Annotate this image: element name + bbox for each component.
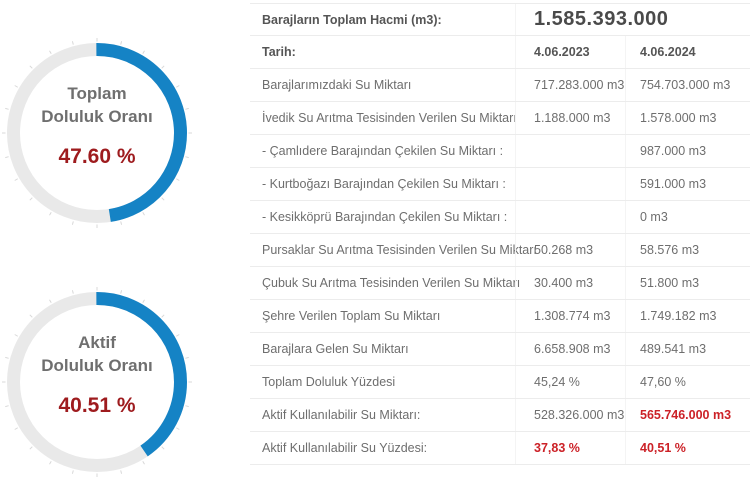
gauge-title-line2: Doluluk Oranı xyxy=(41,355,153,375)
value-2023: 528.326.000 m3 xyxy=(515,399,625,431)
row-label: Barajlarımızdaki Su Miktarı xyxy=(262,78,412,92)
row-label: Pursaklar Su Arıtma Tesisinden Verilen Su Miktarı xyxy=(262,243,537,257)
gauge-title xyxy=(41,82,152,128)
value-2023: 37,83 % xyxy=(515,432,625,464)
gauges-panel xyxy=(0,0,250,470)
value-2023: 30.400 m3 xyxy=(515,267,625,299)
row-label: Şehre Verilen Toplam Su Miktarı xyxy=(262,309,441,323)
value-2024: 58.576 m3 xyxy=(625,234,750,266)
total-volume-value: 1.585.393.000 xyxy=(515,4,750,35)
table-row xyxy=(250,69,750,102)
value-2024: 0 m3 xyxy=(625,201,750,233)
value-2024: 565.746.000 m3 xyxy=(625,399,750,431)
value-2023: 6.658.908 m3 xyxy=(515,333,625,365)
value-2024: 4.06.2024 xyxy=(625,36,750,68)
value-2024: 987.000 m3 xyxy=(625,135,750,167)
gauge-title-line1: Aktif xyxy=(78,332,116,352)
row-label: Çubuk Su Arıtma Tesisinden Verilen Su Miktarı xyxy=(262,276,521,290)
table-row xyxy=(250,36,750,69)
value-2024: 47,60 % xyxy=(625,366,750,398)
value-2023: 1.308.774 m3 xyxy=(515,300,625,332)
value-2024: 51.800 m3 xyxy=(625,267,750,299)
table-row xyxy=(250,432,750,465)
value-2023: 1.188.000 m3 xyxy=(515,102,625,134)
value-2023: 4.06.2023 xyxy=(515,36,625,68)
total-volume-label: Barajların Toplam Hacmi (m3): xyxy=(262,12,442,27)
table-body xyxy=(250,36,750,465)
value-2024: 489.541 m3 xyxy=(625,333,750,365)
row-label: Tarih: xyxy=(262,45,296,59)
value-2023 xyxy=(515,135,625,167)
table-header xyxy=(250,4,750,36)
water-data-table xyxy=(250,3,750,465)
gauge-title-line2: Doluluk Oranı xyxy=(41,106,153,126)
table-row xyxy=(250,267,750,300)
table-row xyxy=(250,168,750,201)
gauge-toplam-doluluk xyxy=(2,38,192,228)
value-2023 xyxy=(515,168,625,200)
row-label: İvedik Su Arıtma Tesisinden Verilen Su Miktarı xyxy=(262,111,517,125)
row-label: - Kesikköprü Barajından Çekilen Su Miktarı : xyxy=(262,210,508,224)
value-2024: 40,51 % xyxy=(625,432,750,464)
value-2024: 1.578.000 m3 xyxy=(625,102,750,134)
gauge-percent-value: 40.51 % xyxy=(58,393,136,417)
gauge-title xyxy=(41,331,152,377)
table-row xyxy=(250,102,750,135)
value-2023: 45,24 % xyxy=(515,366,625,398)
row-label: Aktif Kullanılabilir Su Yüzdesi: xyxy=(262,441,428,455)
table-row xyxy=(250,399,750,432)
value-2023 xyxy=(515,201,625,233)
value-2023: 50.268 m3 xyxy=(515,234,625,266)
gauge-center-label xyxy=(2,30,192,220)
table-row xyxy=(250,333,750,366)
table-row xyxy=(250,300,750,333)
value-2024: 1.749.182 m3 xyxy=(625,300,750,332)
value-2023: 717.283.000 m3 xyxy=(515,69,625,101)
row-label: Barajlara Gelen Su Miktarı xyxy=(262,342,409,356)
row-label: - Kurtboğazı Barajından Çekilen Su Miktarı : xyxy=(262,177,506,191)
gauge-aktif-doluluk xyxy=(2,287,192,477)
table-row xyxy=(250,234,750,267)
row-label: - Çamlıdere Barajından Çekilen Su Miktarı : xyxy=(262,144,504,158)
value-2024: 754.703.000 m3 xyxy=(625,69,750,101)
table-row xyxy=(250,201,750,234)
gauge-percent-value: 47.60 % xyxy=(58,144,136,168)
row-label: Aktif Kullanılabilir Su Miktarı: xyxy=(262,408,421,422)
row-label: Toplam Doluluk Yüzdesi xyxy=(262,375,396,389)
table-row xyxy=(250,366,750,399)
value-2024: 591.000 m3 xyxy=(625,168,750,200)
gauge-center-label xyxy=(2,279,192,469)
gauge-title-line1: Toplam xyxy=(67,83,127,103)
table-row xyxy=(250,135,750,168)
